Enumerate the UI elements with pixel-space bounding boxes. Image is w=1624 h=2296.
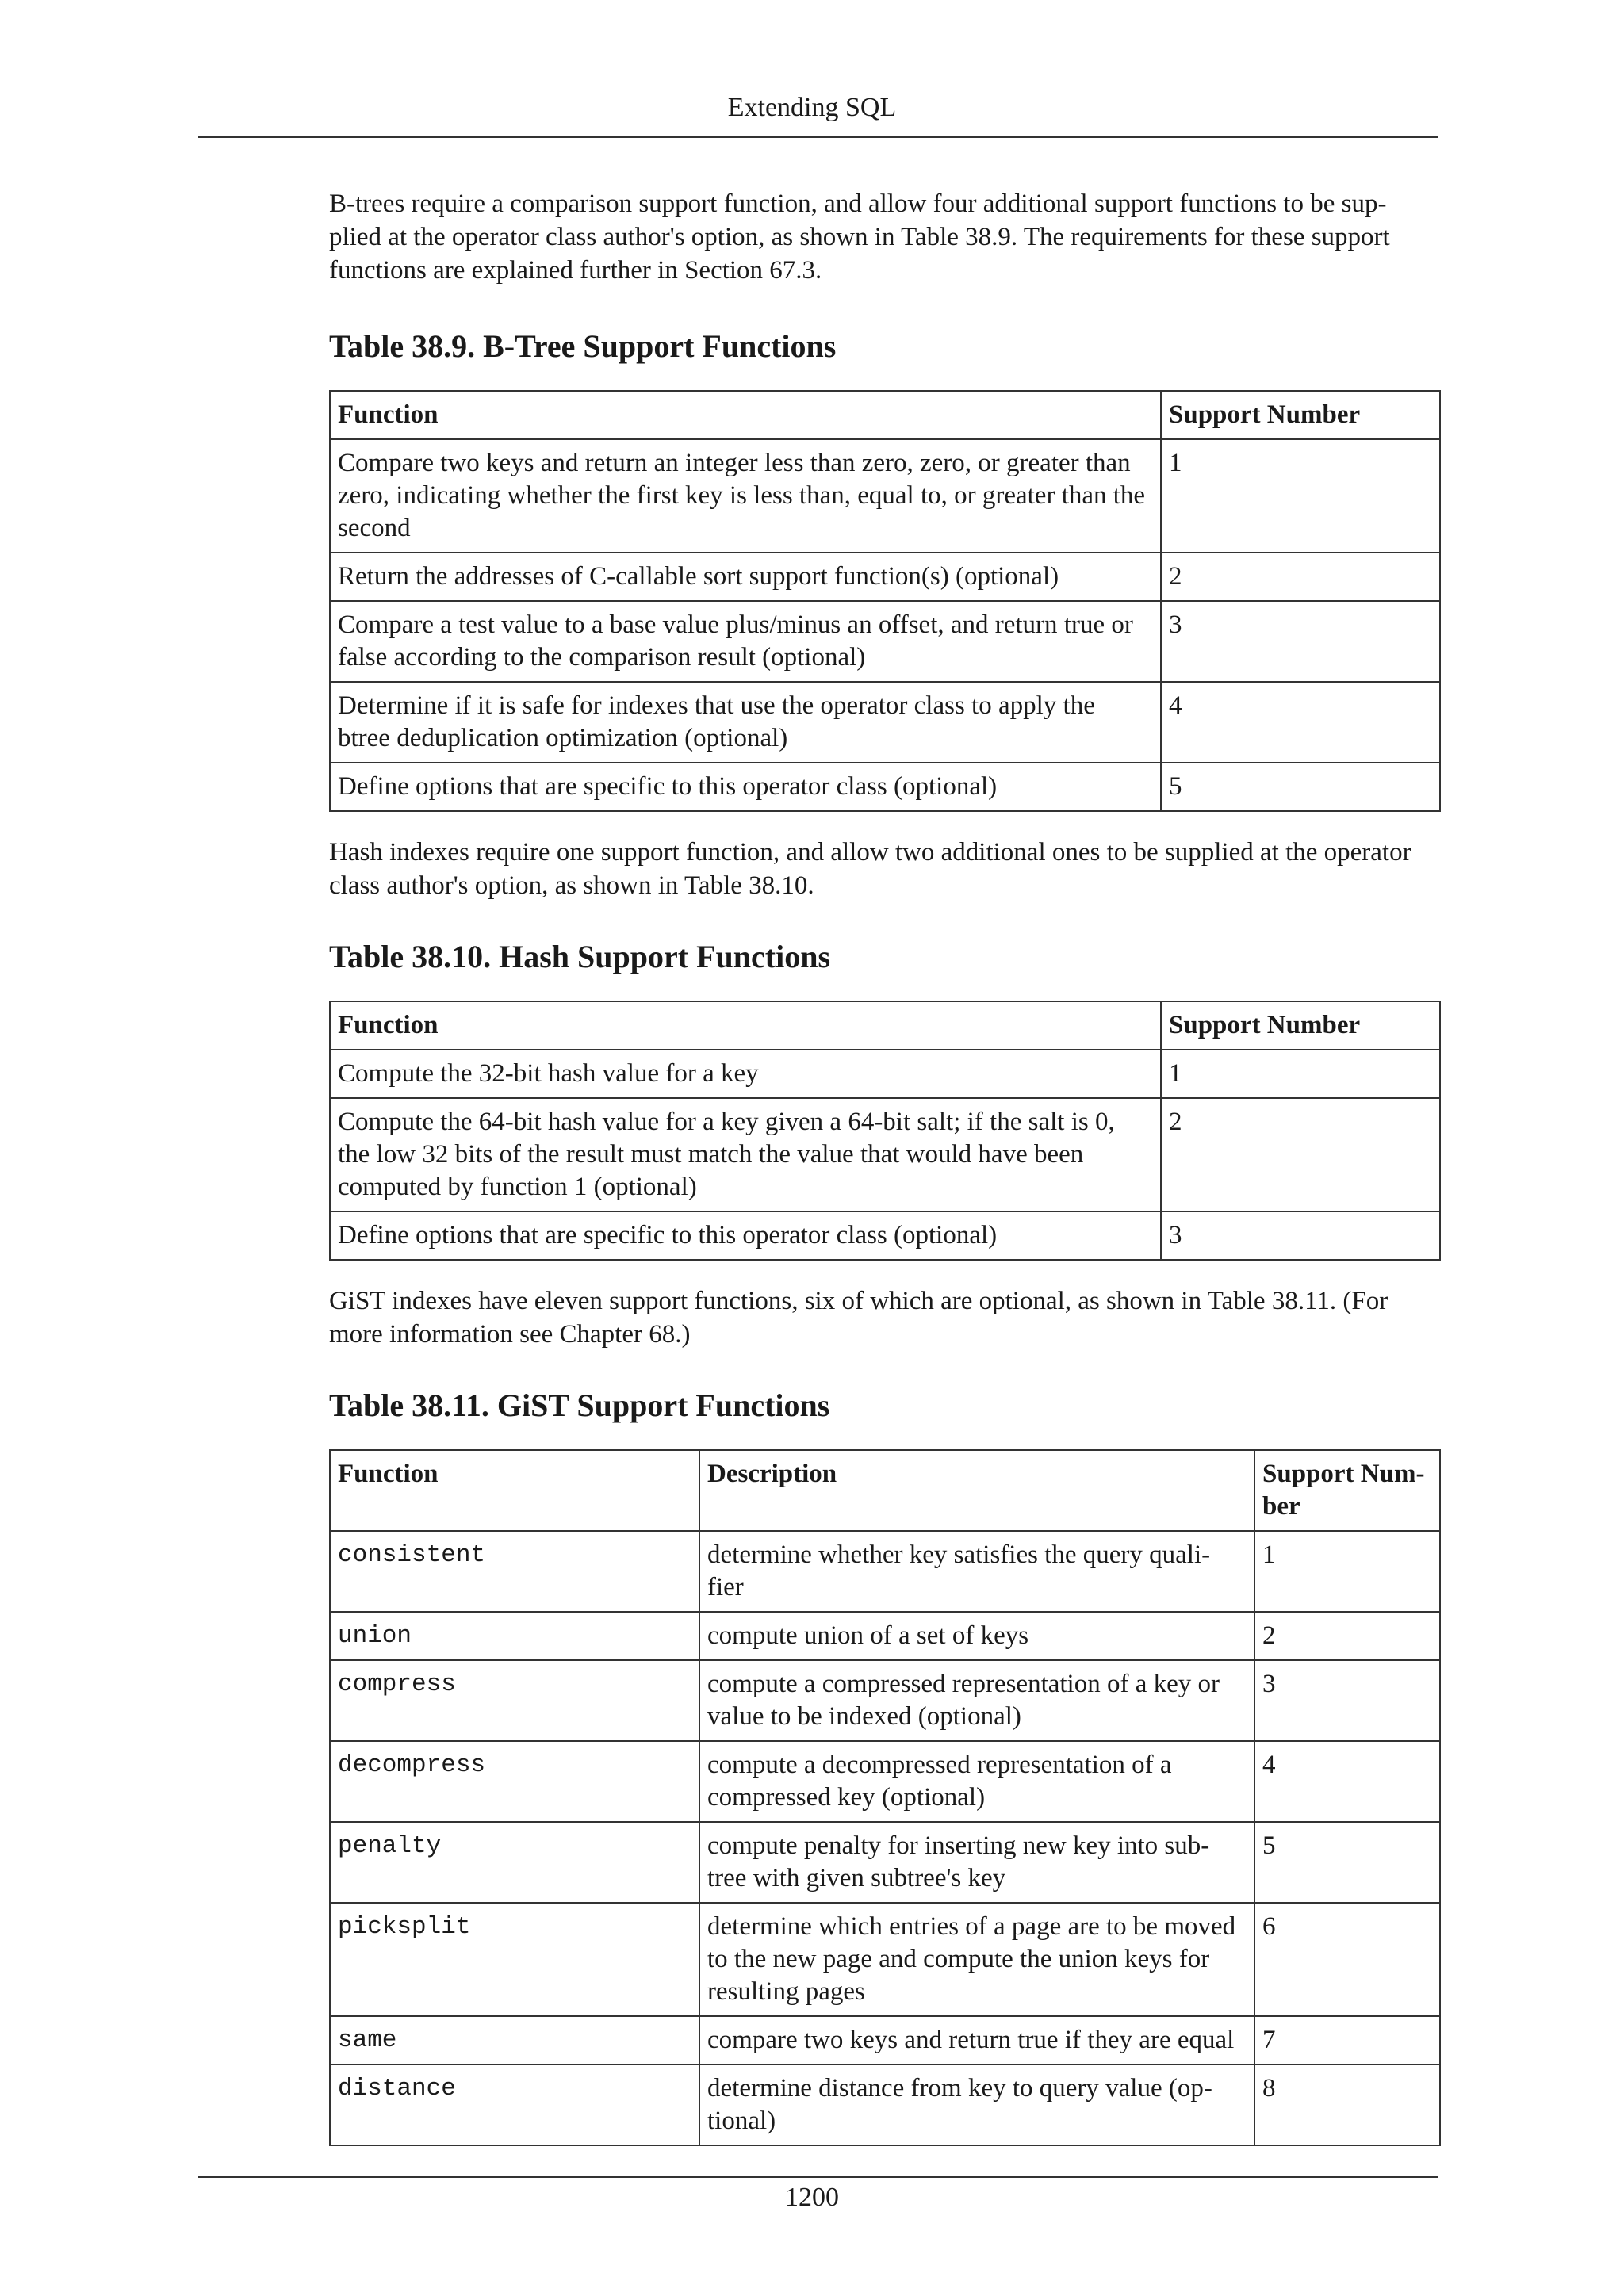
- table-header-row: [330, 391, 1440, 439]
- column-header-function: Function: [330, 391, 1161, 439]
- support-number-cell: 2: [1161, 1098, 1440, 1211]
- support-number-cell: 3: [1161, 1211, 1440, 1260]
- table-row: [330, 763, 1440, 811]
- table-row: [330, 1903, 1440, 2016]
- support-number-cell: 6: [1254, 1903, 1440, 2016]
- hash-table-title: Table 38.10. Hash Support Functions: [329, 939, 831, 974]
- table-header-row: [330, 1450, 1440, 1531]
- function-cell: Compare a test value to a base value plus/minus an offset, and return true or false according to the comparison result (optional): [330, 601, 1161, 682]
- description-cell: compare two keys and return true if they are equal: [699, 2016, 1254, 2064]
- column-header-function: Function: [330, 1001, 1161, 1050]
- function-name-cell: union: [330, 1612, 699, 1660]
- table-row: [330, 682, 1440, 763]
- column-header-description: Description: [699, 1450, 1254, 1531]
- table-row: [330, 1211, 1440, 1260]
- column-header-support-number: Support Number: [1161, 391, 1440, 439]
- column-header-function: Function: [330, 1450, 699, 1531]
- function-cell: Determine if it is safe for indexes that use the operator class to apply the btree deduplication optimization (optional): [330, 682, 1161, 763]
- table-row: [330, 1822, 1440, 1903]
- support-number-cell: 3: [1161, 601, 1440, 682]
- function-name-cell: picksplit: [330, 1903, 699, 2016]
- running-header: Extending SQL: [727, 93, 897, 122]
- support-number-cell: 5: [1254, 1822, 1440, 1903]
- description-cell: compute penalty for inserting new key into sub- tree with given subtree's key: [699, 1822, 1254, 1903]
- header-rule: [198, 136, 1438, 138]
- function-cell: Return the addresses of C-callable sort support function(s) (optional): [330, 553, 1161, 601]
- support-number-cell: 8: [1254, 2064, 1440, 2145]
- description-cell: determine distance from key to query value (op- tional): [699, 2064, 1254, 2145]
- support-number-cell: 1: [1161, 439, 1440, 553]
- btree-support-table: [329, 390, 1441, 812]
- column-header-support-number: Support Num- ber: [1254, 1450, 1440, 1531]
- hash-intro-paragraph: Hash indexes require one support function, and allow two additional ones to be supplied at the operator class author's option, as shown in Table 38.10.: [329, 838, 1411, 900]
- function-name-cell: compress: [330, 1660, 699, 1741]
- page-content: [329, 187, 1439, 2146]
- support-number-cell: 3: [1254, 1660, 1440, 1741]
- support-number-cell: 5: [1161, 763, 1440, 811]
- gist-support-table: [329, 1449, 1441, 2146]
- support-number-cell: 1: [1254, 1531, 1440, 1612]
- support-number-cell: 4: [1161, 682, 1440, 763]
- support-number-cell: 7: [1254, 2016, 1440, 2064]
- function-cell: Compute the 64-bit hash value for a key given a 64-bit salt; if the salt is 0, the low 32 bits of the result must match the value that would have been computed by function 1 (optional): [330, 1098, 1161, 1211]
- table-row: [330, 1531, 1440, 1612]
- hash-support-table: [329, 1001, 1441, 1261]
- btree-intro-paragraph: B-trees require a comparison support function, and allow four additional support functions to be sup- plied at the operator class author's option, as shown in Table 38.9. The requirements for these support functions are explained further in Section 67.3.: [329, 189, 1390, 285]
- table-header-row: [330, 1001, 1440, 1050]
- description-cell: compute a decompressed representation of a compressed key (optional): [699, 1741, 1254, 1822]
- btree-table-title: Table 38.9. B-Tree Support Functions: [329, 328, 837, 364]
- function-name-cell: penalty: [330, 1822, 699, 1903]
- function-name-cell: same: [330, 2016, 699, 2064]
- function-name-cell: consistent: [330, 1531, 699, 1612]
- table-row: [330, 1050, 1440, 1098]
- table-row: [330, 1660, 1440, 1741]
- table-row: [330, 1612, 1440, 1660]
- footer-rule: [198, 2176, 1438, 2178]
- table-row: [330, 1741, 1440, 1822]
- table-row: [330, 553, 1440, 601]
- support-number-cell: 2: [1161, 553, 1440, 601]
- function-name-cell: decompress: [330, 1741, 699, 1822]
- gist-intro-paragraph: GiST indexes have eleven support functions, six of which are optional, as shown in Table 38.11. (For more information see Chapter 68.): [329, 1287, 1388, 1349]
- gist-table-title: Table 38.11. GiST Support Functions: [329, 1387, 830, 1423]
- page-number: 1200: [785, 2183, 839, 2212]
- support-number-cell: 1: [1161, 1050, 1440, 1098]
- description-cell: determine which entries of a page are to be moved to the new page and compute the union keys for resulting pages: [699, 1903, 1254, 2016]
- table-row: [330, 2016, 1440, 2064]
- function-cell: Compute the 32-bit hash value for a key: [330, 1050, 1161, 1098]
- description-cell: compute union of a set of keys: [699, 1612, 1254, 1660]
- function-name-cell: distance: [330, 2064, 699, 2145]
- function-cell: Compare two keys and return an integer less than zero, zero, or greater than zero, indicating whether the first key is less than, equal to, or greater than the second: [330, 439, 1161, 553]
- table-row: [330, 1098, 1440, 1211]
- support-number-cell: 2: [1254, 1612, 1440, 1660]
- function-cell: Define options that are specific to this operator class (optional): [330, 1211, 1161, 1260]
- column-header-support-number: Support Number: [1161, 1001, 1440, 1050]
- description-cell: determine whether key satisfies the query quali- fier: [699, 1531, 1254, 1612]
- table-row: [330, 2064, 1440, 2145]
- support-number-cell: 4: [1254, 1741, 1440, 1822]
- table-row: [330, 439, 1440, 553]
- function-cell: Define options that are specific to this operator class (optional): [330, 763, 1161, 811]
- table-row: [330, 601, 1440, 682]
- description-cell: compute a compressed representation of a key or value to be indexed (optional): [699, 1660, 1254, 1741]
